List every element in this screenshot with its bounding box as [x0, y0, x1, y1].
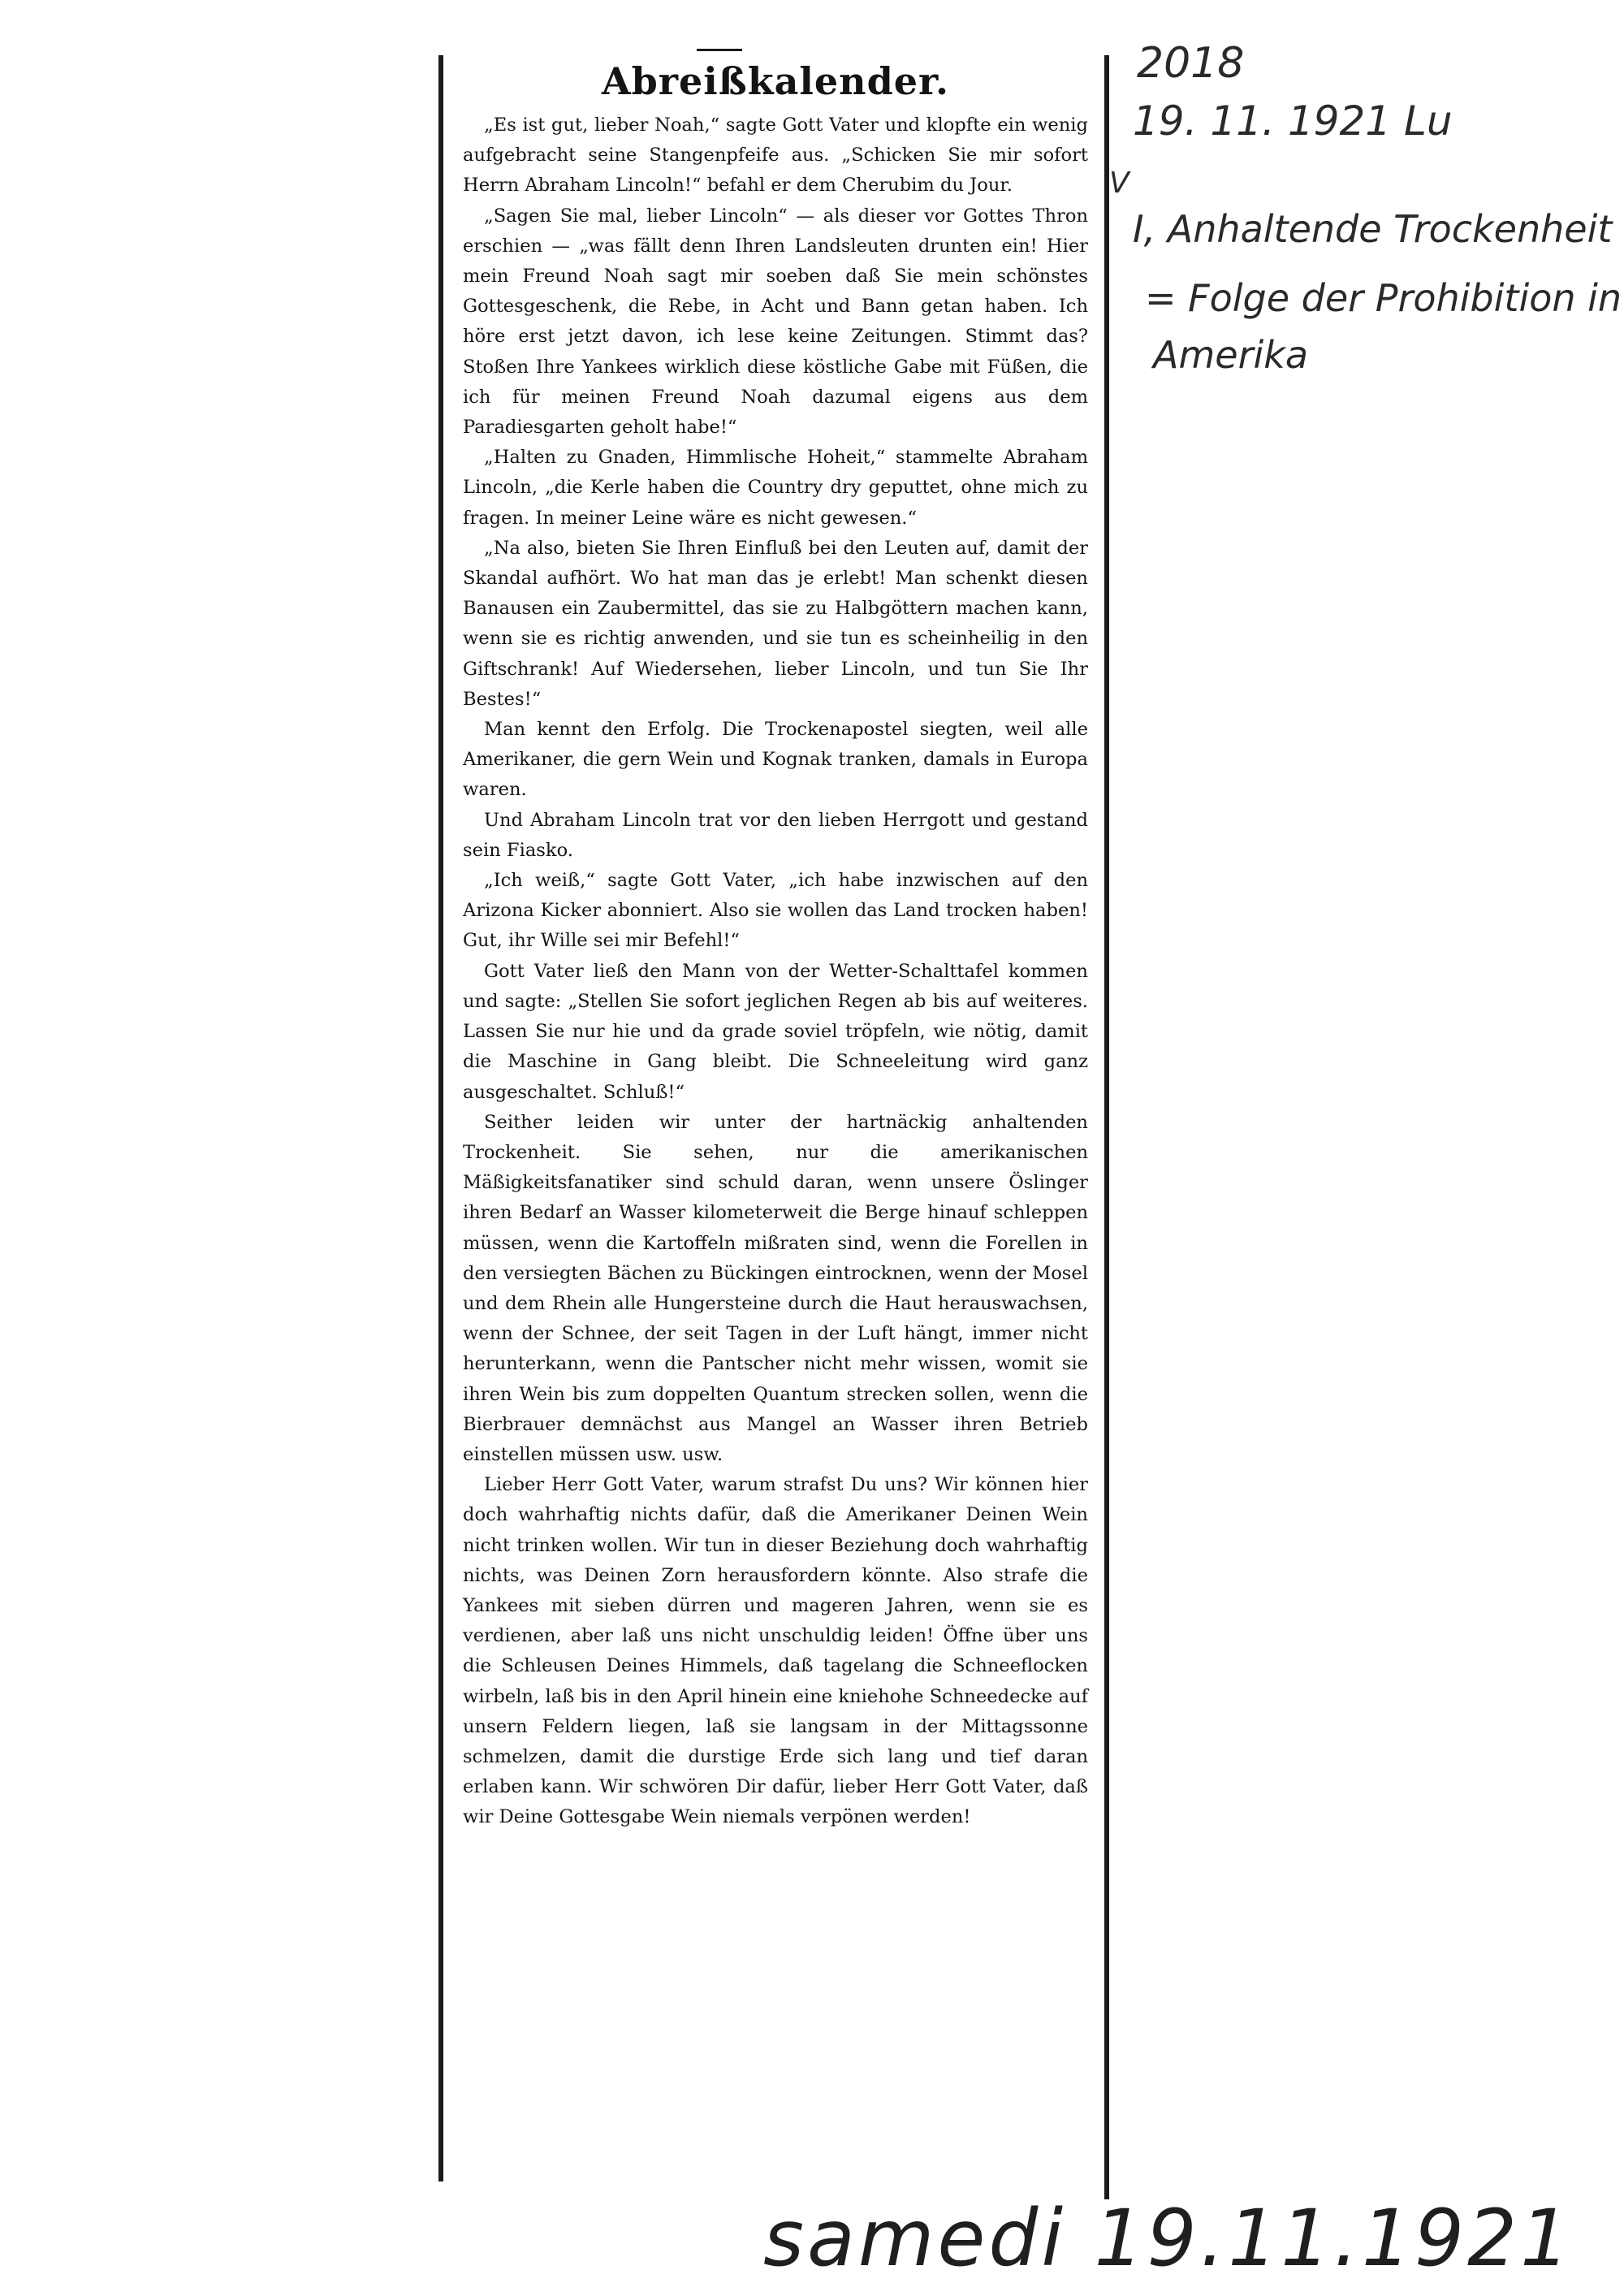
handwritten-date: 19. 11. 1921 Lu	[1133, 97, 1453, 145]
column-left-rule	[438, 55, 443, 2181]
headline: Abreißkalender.	[601, 59, 950, 103]
newspaper-clipping	[463, 57, 1088, 2152]
paragraph: „Sagen Sie mal, lieber Lincoln“ — als dieser vor Gottes Thron erschien — „was fällt denn Ihren Landsleuten drunten ein! Hier mein Freund Noah sagt mir soeben daß Sie mein schönstes Gottesgeschenk, die Rebe, in Acht und Bann getan haben. Ich höre erst jetzt davon, ich lese keine Zeitungen. Stimmt das? Stoßen Ihre Yankees wirklich diese köstliche Gabe mit Füßen, die ich für meinen Freund Noah dazumal eigens aus dem Paradiesgarten geholt habe!“	[463, 205, 1088, 439]
paragraph: „Halten zu Gnaden, Himmlische Hoheit,“ stammelte Abraham Lincoln, „die Kerle haben die Country dry geputtet, ohne mich zu fragen. In meiner Leine wäre es nicht gewesen.“	[463, 447, 1088, 529]
paragraph: „Na also, bieten Sie Ihren Einfluß bei den Leuten auf, damit der Skandal aufhört. Wo hat man das je erlebt! Man schenkt diesen Banausen ein Zaubermittel, das sie zu Halbgöttern machen kann, wenn sie es richtig anwenden, und sie tun es scheinheilig in den Giftschrank! Auf Wiedersehen, lieber Lincoln, und tun Sie Ihr Bestes!“	[463, 537, 1088, 710]
paragraph: Man kennt den Erfolg. Die Trockenapostel siegten, weil alle Amerikaner, die gern Wein und Kognak tranken, damals in Europa waren.	[463, 719, 1088, 801]
paragraph: Lieber Herr Gott Vater, warum strafst Du uns? Wir können hier doch wahrhaftig nichts dafür, daß die Amerikaner Deinen Wein nicht trinken wollen. Wir tun in dieser Beziehung doch wahrhaftig nichts, was Deinen Zorn herausfordern könnte. Also strafe die Yankees mit sieben dürren und mageren Jahren, wenn sie es verdienen, aber laß uns nicht unschuldig leiden! Öffne über uns die Schleusen Deines Himmels, daß tagelang die Schneeflocken wirbeln, laß bis in den April hinein eine kniehohe Schneedecke auf unsern Feldern liegen, laß sie langsam in der Mittagssonne schmelzen, damit die durstige Erde sich lang und tief daran erlaben kann. Wir schwören Dir dafür, lieber Herr Gott Vater, daß wir Deine Gottesgabe Wein niemals verpönen werden!	[463, 1474, 1088, 1828]
paragraph: „Ich weiß,“ sagte Gott Vater, „ich habe inzwischen auf den Arizona Kicker abonniert. Also sie wollen das Land trocken haben! Gut, ihr Wille sei mir Befehl!“	[463, 870, 1088, 952]
column-right-rule	[1104, 55, 1109, 2199]
column-top-rule	[697, 49, 742, 51]
handwritten-note-line: I, Anhaltende Trockenheit	[1133, 207, 1613, 251]
paragraph: Gott Vater ließ den Mann von der Wetter-Schalttafel kommen und sagte: „Stellen Sie sofort jeglichen Regen ab bis auf weiteres. Lassen Sie nur hie und da grade soviel tröpfeln, wie nötig, damit die Maschine in Gang bleibt. Die Schneeleitung wird ganz ausgeschaltet. Schluß!“	[463, 960, 1088, 1103]
paragraph: Und Abraham Lincoln trat vor den lieben Herrgott und gestand sein Fiasko.	[463, 809, 1088, 861]
handwritten-note-line: Amerika	[1153, 333, 1309, 377]
handwritten-check-mark: V	[1109, 166, 1129, 200]
paragraph: Seither leiden wir unter der hartnäckig anhaltenden Trockenheit. Sie sehen, nur die amerikanischen Mäßigkeitsfanatiker sind schuld daran, wenn unsere Öslinger ihren Bedarf an Wasser kilometerweit die Berge hinauf schleppen müssen, wenn die Kartoffeln mißraten sind, wenn die Forellen in den versiegten Bächen zu Bückingen eintrocknen, wenn der Mosel und dem Rhein alle Hungersteine durch die Haut herauswachsen, wenn der Schnee, der seit Tagen in der Luft hängt, immer nicht herunterkann, wenn die Pantscher nicht mehr wissen, womit sie ihren Wein bis zum doppelten Quantum strecken sollen, wenn die Bierbrauer demnächst aus Mangel an Wasser ihren Betrieb einstellen müssen usw. usw.	[463, 1111, 1088, 1465]
handwritten-footer-date: samedi 19.11.1921	[763, 2193, 1574, 2284]
paragraph: „Es ist gut, lieber Noah,“ sagte Gott Vater und klopfte ein wenig aufgebracht seine Stangenpfeife aus. „Schicken Sie mir sofort Herrn Abraham Lincoln!“ befahl er dem Cherubim du Jour.	[463, 115, 1088, 197]
handwritten-archive-number: 2018	[1137, 39, 1245, 88]
handwritten-note-line: = Folge der Prohibition in	[1145, 276, 1622, 320]
